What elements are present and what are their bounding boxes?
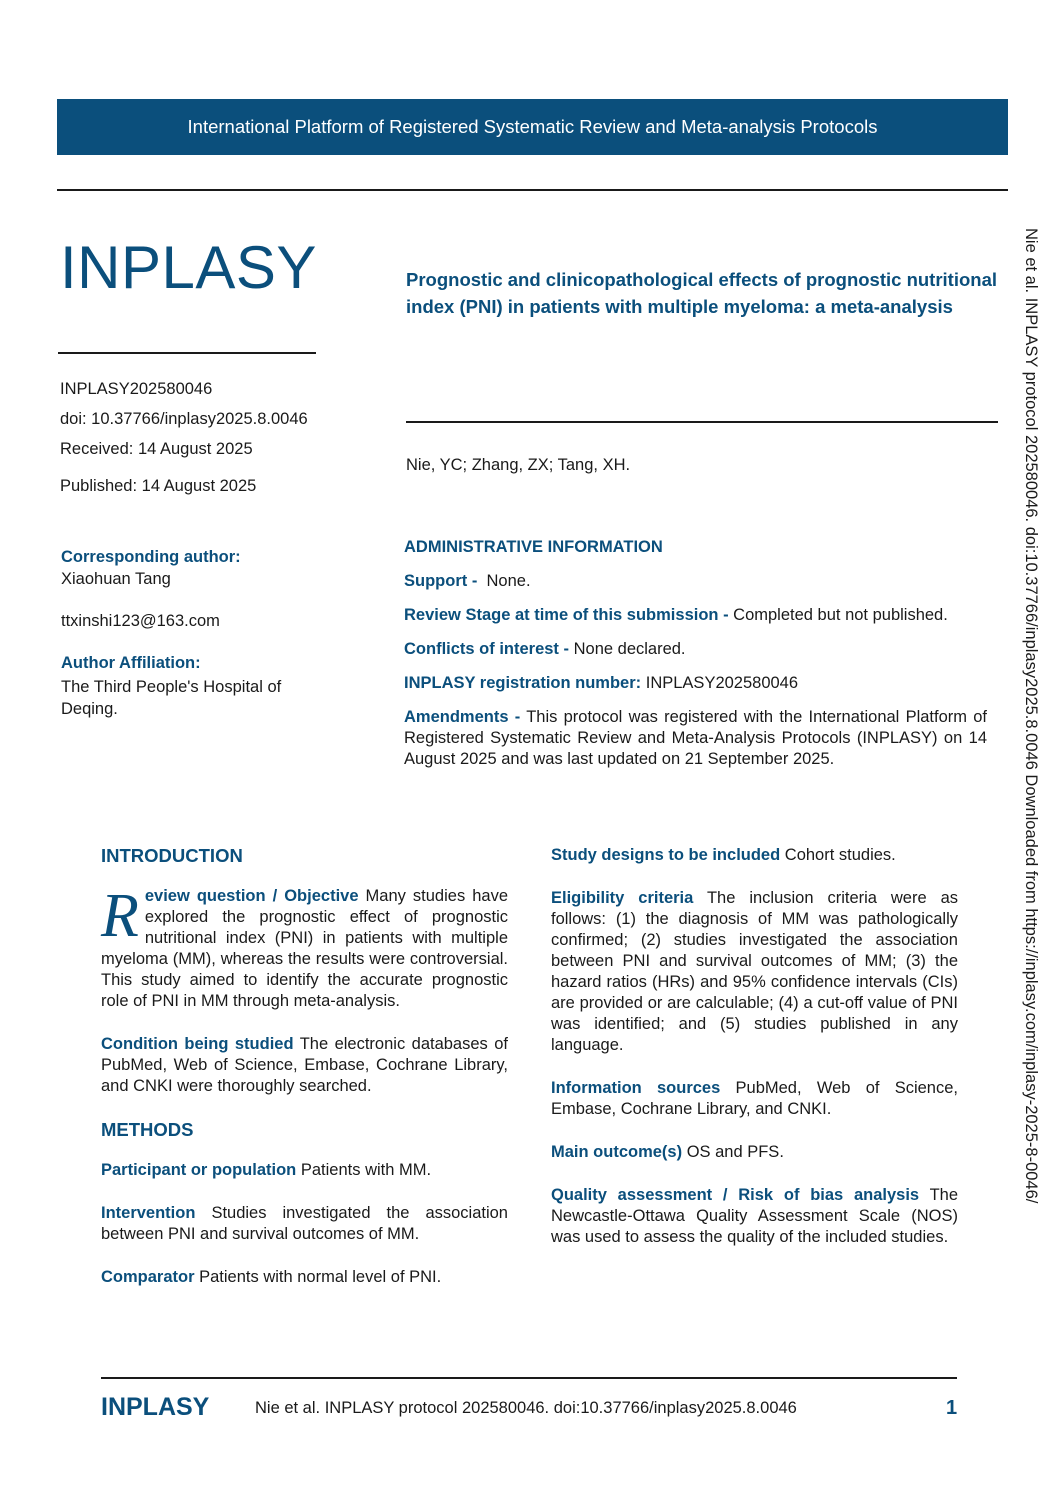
support-item <box>404 571 987 592</box>
amendments-value: This protocol was registered with the International Platform of Registered Systematic Review and Meta-Analysis Protocols (INPLASY) on 14 August 2025 and was last updated on 21 September 2025. <box>404 708 988 768</box>
footer-divider <box>101 1377 957 1379</box>
main-outcome-section <box>551 1142 958 1163</box>
side-download-note: Nie et al. INPLASY protocol 202580046. doi:10.37766/inplasy2025.8.0046 Downloaded from https://inplasy.com/inplasy-2025-8-0046/ <box>1022 228 1040 1204</box>
amendments-label: Amendments - <box>404 708 521 726</box>
title-divider <box>406 421 998 423</box>
corresponding-author-label: Corresponding author: <box>61 548 241 566</box>
administrative-information <box>404 537 987 783</box>
stage-label: Review Stage at time of this submission - <box>404 606 729 624</box>
left-column <box>101 845 508 1310</box>
registration-id: INPLASY202580046 <box>60 380 213 398</box>
review-question-section <box>101 882 508 1012</box>
header-banner <box>57 99 1008 155</box>
information-sources-label: Information sources <box>551 1079 721 1097</box>
eligibility-section <box>551 888 958 1056</box>
inplasy-logo: INPLASY <box>60 234 317 301</box>
condition-section <box>101 1034 508 1097</box>
published-date: Published: 14 August 2025 <box>60 477 257 495</box>
quality-assessment-section <box>551 1185 958 1248</box>
main-outcome-text: OS and PFS. <box>686 1143 784 1161</box>
right-column <box>551 845 958 1270</box>
intervention-section <box>101 1203 508 1245</box>
introduction-heading: INTRODUCTION <box>101 845 243 866</box>
comparator-text: Patients with normal level of PNI. <box>199 1268 442 1286</box>
page-title: Prognostic and clinicopathological effects of prognostic nutritional index (PNI) in patients with multiple myeloma: a meta-analysis <box>406 269 998 317</box>
authors-list: Nie, YC; Zhang, ZX; Tang, XH. <box>406 456 631 474</box>
main-outcome-label: Main outcome(s) <box>551 1143 683 1161</box>
study-design-label: Study designs to be included <box>551 846 781 864</box>
registration-item <box>404 673 987 694</box>
affiliation-text: The Third People's Hospital of Deqing. <box>61 678 282 718</box>
condition-text: The electronic databases of PubMed, Web of Science, Embase, Cochrane Library, and CNKI were thoroughly searched. <box>101 1035 508 1095</box>
corresponding-author-name: Xiaohuan Tang <box>61 570 171 588</box>
admin-heading: ADMINISTRATIVE INFORMATION <box>404 538 663 556</box>
stage-item <box>404 605 987 626</box>
conflicts-item <box>404 639 987 660</box>
registration-label: INPLASY registration number: <box>404 674 642 692</box>
participant-label: Participant or population <box>101 1161 297 1179</box>
comparator-label: Comparator <box>101 1268 195 1286</box>
study-design-text: Cohort studies. <box>784 846 896 864</box>
intervention-text: Studies investigated the association between PNI and survival outcomes of MM. <box>101 1204 508 1243</box>
support-value: None. <box>486 572 531 590</box>
registration-value: INPLASY202580046 <box>645 674 799 692</box>
information-sources-text: PubMed, Web of Science, Embase, Cochrane Library, and CNKI. <box>551 1079 958 1118</box>
received-date: Received: 14 August 2025 <box>60 440 253 458</box>
quality-assessment-text: The Newcastle-Ottawa Quality Assessment Scale (NOS) was used to assess the quality of the included studies. <box>551 1186 958 1246</box>
comparator-section <box>101 1267 508 1288</box>
conflicts-value: None declared. <box>573 640 686 658</box>
study-design-section <box>551 845 958 866</box>
information-sources-section <box>551 1078 958 1120</box>
review-question-label: eview question / Objective <box>144 887 359 905</box>
doi-link[interactable]: doi: 10.37766/inplasy2025.8.0046 <box>60 410 308 428</box>
conflicts-label: Conflicts of interest - <box>404 640 570 658</box>
affiliation-label: Author Affiliation: <box>61 654 201 672</box>
footer-citation: Nie et al. INPLASY protocol 202580046. doi:10.37766/inplasy2025.8.0046 <box>255 1399 797 1417</box>
amendments-item <box>404 707 987 770</box>
eligibility-label: Eligibility criteria <box>551 889 694 907</box>
review-question-text: Many studies have explored the prognostic effect of prognostic nutritional index (PNI) in patients with multiple myeloma (MM), whereas the results were controversial. This study aimed to identify the accurate prognostic role of PNI in MM through meta-analysis. <box>101 887 508 1010</box>
condition-label: Condition being studied <box>101 1035 294 1053</box>
support-label: Support - <box>404 572 478 590</box>
eligibility-text: The inclusion criteria were as follows: (1) the diagnosis of MM was pathologically confirmed; (2) studies investigated the association between PNI and survival outcomes of MM; (3) the hazard ratios (HRs) and 95% confidence intervals (CIs) are provided or are calculable; (4) a cut-off value of PNI was identified; and (5) studies published in any language. <box>551 889 958 1054</box>
quality-assessment-label: Quality assessment / Risk of bias analysis <box>551 1186 920 1204</box>
top-divider <box>57 189 1008 191</box>
methods-heading: METHODS <box>101 1119 194 1140</box>
participant-section <box>101 1160 508 1181</box>
drop-cap: R <box>101 882 139 950</box>
logo-divider <box>58 352 316 354</box>
intervention-label: Intervention <box>101 1204 196 1222</box>
banner-text: International Platform of Registered Systematic Review and Meta-analysis Protocols <box>187 116 878 137</box>
footer-logo: INPLASY <box>101 1393 210 1421</box>
page-number: 1 <box>946 1397 958 1419</box>
stage-value: Completed but not published. <box>733 606 948 624</box>
corresponding-author-email[interactable]: ttxinshi123@163.com <box>61 612 220 630</box>
participant-text: Patients with MM. <box>300 1161 432 1179</box>
